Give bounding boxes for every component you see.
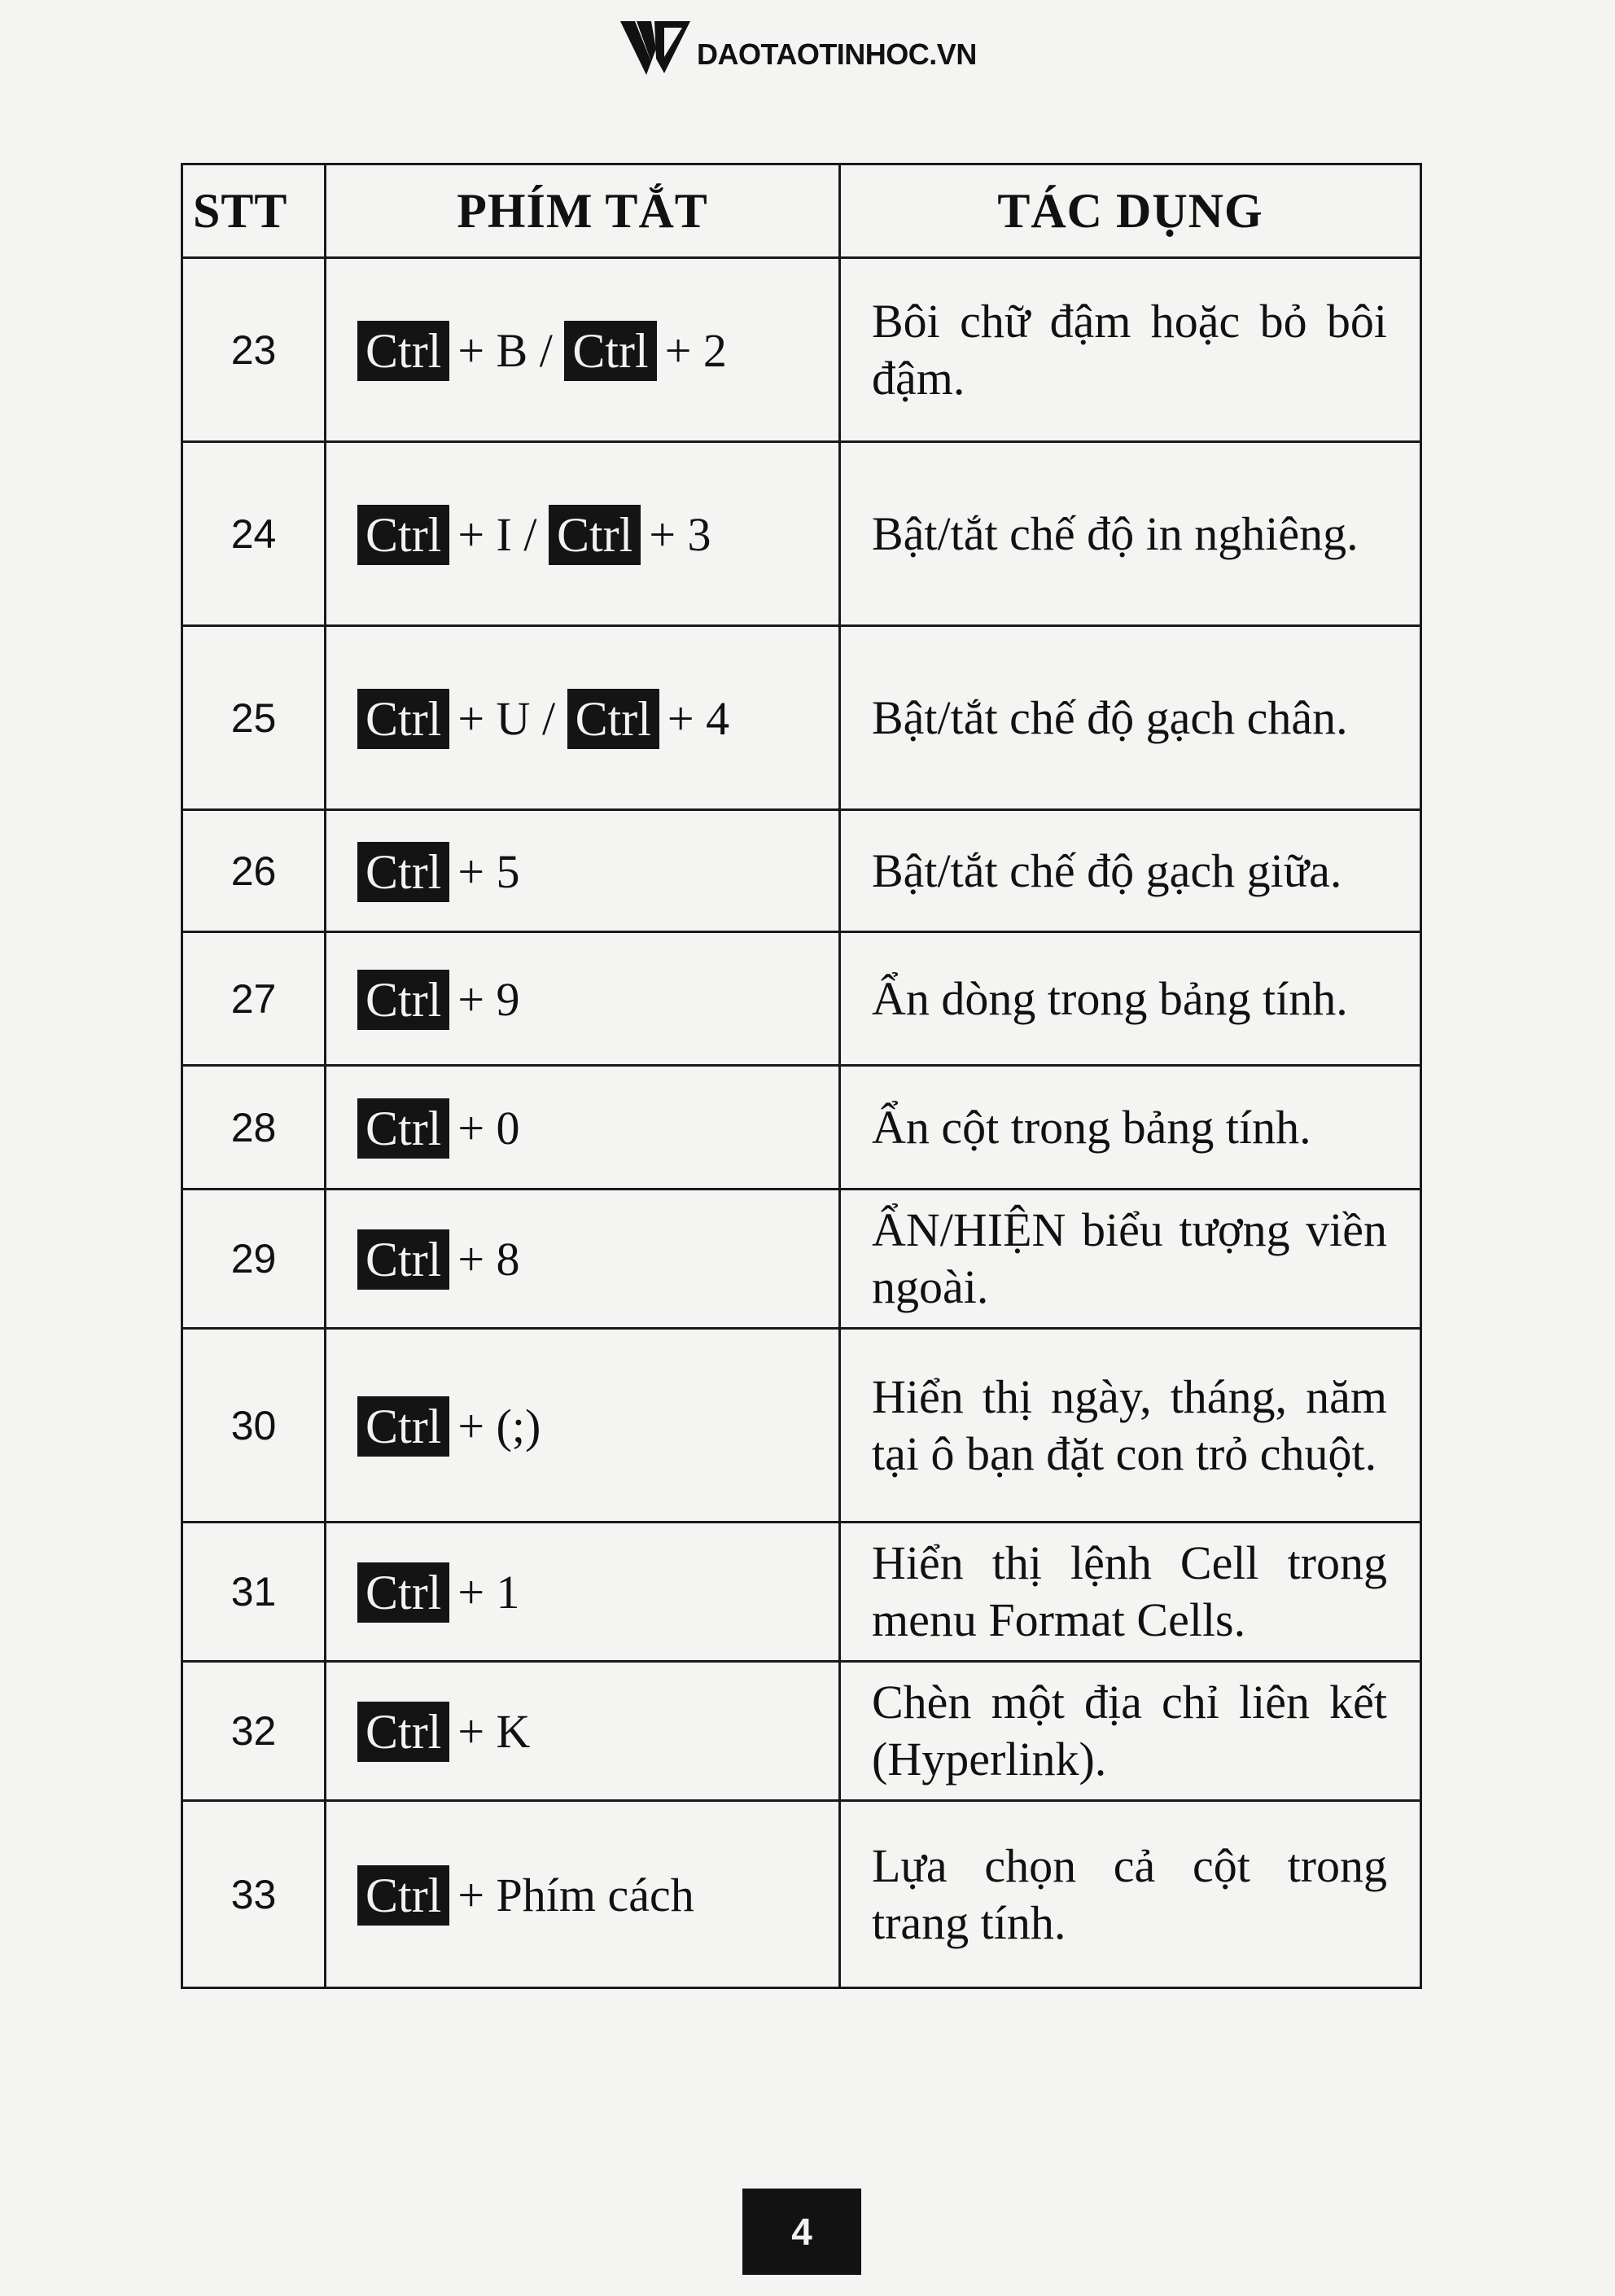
effect-description: Bật/tắt chế độ in nghiêng.: [840, 442, 1421, 626]
shortcut-combo-text: + 4: [667, 691, 730, 745]
row-number: 32: [182, 1662, 326, 1801]
ctrl-key-badge: Ctrl: [549, 505, 641, 565]
shortcut-combo-text: + U /: [457, 691, 556, 745]
shortcut-combo-text: + I /: [457, 507, 537, 561]
table-row: [182, 1801, 1421, 1988]
ctrl-key-badge: Ctrl: [357, 505, 449, 565]
table-row: [182, 1523, 1421, 1662]
ctrl-key-badge: Ctrl: [357, 321, 449, 381]
table-row: [182, 810, 1421, 932]
row-number: 23: [182, 258, 326, 442]
ctrl-key-badge: Ctrl: [357, 1396, 449, 1457]
ctrl-key-badge: Ctrl: [357, 1702, 449, 1762]
effect-description: Hiển thị lệnh Cell trong menu Format Cells.: [840, 1523, 1421, 1662]
brand-name: DAOTAOTINHOC.VN: [697, 37, 977, 71]
table-row: [182, 258, 1421, 442]
ctrl-key-badge: Ctrl: [357, 1098, 449, 1159]
table-row: [182, 1662, 1421, 1801]
effect-description: Chèn một địa chỉ liên kết (Hyperlink).: [840, 1662, 1421, 1801]
row-number: 33: [182, 1801, 326, 1988]
shortcut-combo-text: + 3: [649, 507, 711, 561]
row-number: 26: [182, 810, 326, 932]
ctrl-key-badge: Ctrl: [357, 689, 449, 749]
shortcut-cell: [326, 1662, 840, 1801]
shortcut-cell: [326, 1801, 840, 1988]
effect-description: ẨN/HIỆN biểu tượng viền ngoài.: [840, 1190, 1421, 1329]
shortcut-cell: [326, 1329, 840, 1523]
effect-description: Ẩn cột trong bảng tính.: [840, 1066, 1421, 1190]
ctrl-key-badge: Ctrl: [357, 1865, 449, 1926]
row-number: 29: [182, 1190, 326, 1329]
shortcut-combo-text: + 1: [457, 1566, 520, 1619]
ctrl-key-badge: Ctrl: [357, 1229, 449, 1290]
ctrl-key-badge: Ctrl: [567, 689, 659, 749]
row-number: 24: [182, 442, 326, 626]
ctrl-key-badge: Ctrl: [357, 842, 449, 902]
shortcut-cell: [326, 1066, 840, 1190]
effect-description: Ẩn dòng trong bảng tính.: [840, 932, 1421, 1066]
header-row: [182, 164, 1421, 258]
effect-description: Lựa chọn cả cột trong trang tính.: [840, 1801, 1421, 1988]
column-header-effect: TÁC DỤNG: [840, 164, 1421, 258]
shortcut-combo-text: + Phím cách: [457, 1868, 694, 1921]
shortcut-cell: [326, 1190, 840, 1329]
row-number: 27: [182, 932, 326, 1066]
shortcut-cell: [326, 258, 840, 442]
effect-description: Bật/tắt chế độ gạch chân.: [840, 626, 1421, 810]
ctrl-key-badge: Ctrl: [357, 1562, 449, 1623]
shortcut-combo-text: + 0: [457, 1101, 520, 1155]
effect-description: Bật/tắt chế độ gạch giữa.: [840, 810, 1421, 932]
shortcut-combo-text: + 2: [664, 323, 727, 377]
effect-description: Bôi chữ đậm hoặc bỏ bôi đậm.: [840, 258, 1421, 442]
shortcut-combo-text: + (;): [457, 1399, 541, 1453]
shortcut-cell: [326, 442, 840, 626]
shortcut-combo-text: + 5: [457, 844, 520, 898]
v-logo-icon: [619, 16, 692, 81]
table-row: [182, 932, 1421, 1066]
shortcut-cell: [326, 1523, 840, 1662]
shortcut-cell: [326, 932, 840, 1066]
shortcut-cell: [326, 810, 840, 932]
shortcut-combo-text: + B /: [457, 323, 553, 377]
table-row: [182, 442, 1421, 626]
shortcut-combo-text: + 9: [457, 972, 520, 1026]
shortcut-combo-text: + 8: [457, 1233, 520, 1286]
column-header-stt: STT: [182, 164, 326, 258]
row-number: 31: [182, 1523, 326, 1662]
table-row: [182, 1329, 1421, 1523]
row-number: 25: [182, 626, 326, 810]
shortcut-combo-text: + K: [457, 1705, 531, 1759]
page-header: [619, 16, 977, 81]
table-row: [182, 626, 1421, 810]
shortcut-cell: [326, 626, 840, 810]
table-row: [182, 1190, 1421, 1329]
table-row: [182, 1066, 1421, 1190]
row-number: 28: [182, 1066, 326, 1190]
ctrl-key-badge: Ctrl: [564, 321, 656, 381]
shortcut-table: [181, 163, 1422, 1989]
page-number: 4: [742, 2189, 861, 2275]
column-header-shortcut: PHÍM TẮT: [326, 164, 840, 258]
row-number: 30: [182, 1329, 326, 1523]
effect-description: Hiển thị ngày, tháng, năm tại ô bạn đặt con trỏ chuột.: [840, 1329, 1421, 1523]
ctrl-key-badge: Ctrl: [357, 970, 449, 1030]
